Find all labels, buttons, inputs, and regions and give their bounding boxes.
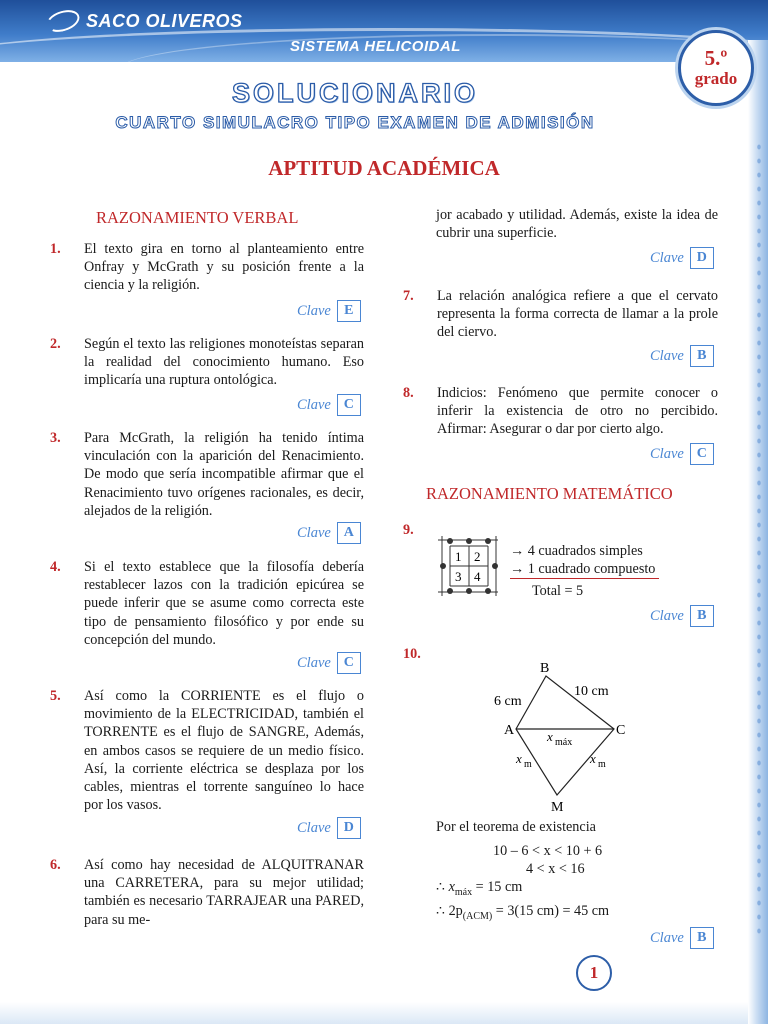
item-text: Para McGrath, la religión ha tenido íntima vinculación con la aparición del Renacimiento. De modo que sería incompatible afirmar que el Renacimiento tuvo orígenes racionales, es decir, alejados de la religión. (84, 430, 364, 519)
result-1-value: = 15 cm (472, 879, 523, 895)
clave-box: B (690, 345, 714, 367)
brand-name: SACO OLIVEROS (86, 10, 243, 31)
right-decor-strip (748, 40, 768, 1024)
vertex-a: A (504, 723, 515, 738)
item-number: 7. (403, 288, 414, 304)
vertex-m: M (551, 800, 564, 815)
result-1-var: x (448, 879, 455, 895)
result-1-prefix: ∴ (436, 879, 449, 895)
grade-number: 5.º (704, 46, 728, 70)
cell-1: 1 (455, 549, 462, 564)
clave-label: Clave (297, 654, 331, 671)
page-subtitle: CUARTO SIMULACRO TIPO EXAMEN DE ADMISIÓN (115, 113, 595, 132)
result-2-sub: (ACM) (462, 910, 493, 922)
clave-box: C (690, 443, 714, 465)
clave-box: E (337, 300, 361, 322)
vertex-b: B (540, 661, 550, 676)
item-text: Así como hay necesidad de ALQUITRANAR una CARRETERA, para su mejor utilidad; también es necesario TARRAJEAR una PARED, para su me- (84, 857, 364, 928)
section-heading-verbal: RAZONAMIENTO VERBAL (96, 208, 299, 227)
cell-4: 4 (474, 569, 481, 584)
q9-total: Total = 5 (532, 583, 584, 599)
grade-word: grado (694, 69, 738, 88)
answer-key-9 (650, 605, 714, 627)
side-cm-sub: m (598, 759, 606, 770)
item-1 (50, 240, 364, 300)
brand-logo-group (46, 8, 243, 34)
side-cm-var: x (590, 751, 596, 766)
answer-key-7 (650, 345, 714, 367)
item-number: 5. (50, 688, 61, 704)
answer-key-5 (297, 817, 361, 839)
clave-box: D (337, 817, 361, 839)
clave-box: B (690, 605, 714, 627)
cell-3: 3 (455, 569, 462, 584)
page-title: SOLUCIONARIO (231, 78, 478, 108)
item-number: 9. (403, 522, 414, 538)
item-3 (50, 429, 364, 521)
item-number: 2. (50, 336, 61, 352)
side-am-var: x (516, 751, 522, 766)
vertex-c: C (616, 723, 626, 738)
footer-band (0, 1002, 748, 1024)
answer-key-8 (650, 443, 714, 465)
item-2 (50, 335, 364, 393)
clave-box: C (337, 652, 361, 674)
result-perimeter (436, 902, 609, 926)
side-ab-label: 6 cm (494, 694, 522, 709)
item-text: La relación analógica refiere a que el cervato representa la forma correcta de llamar a la prole del ciervo. (437, 288, 718, 341)
clave-box: D (690, 247, 714, 269)
answer-key-6 (650, 247, 714, 269)
clave-label: Clave (650, 607, 684, 624)
result-1-sub: máx (454, 886, 473, 898)
item-text: El texto gira en torno al planteamiento entre Onfray y McGrath y su posición frente a la ciencia y la religión. (84, 241, 364, 294)
item-text: Indicios: Fenómeno que permite conocer o inferir la existencia de otro no percibido. Afirmar: Asegurar o dar por cierto algo. (437, 385, 718, 438)
inequality-2: 4 < x < 16 (526, 861, 585, 877)
item-7 (403, 287, 718, 345)
diagonal-var: x (547, 729, 553, 744)
side-am-sub: m (524, 759, 532, 770)
cell-2: 2 (474, 549, 481, 564)
item-text: Si el texto establece que la filosofía debería restablecer lazos con la tradición epicúrea se puede inferir que se asume como correcta este tipo de pensamiento filosófico y por ende su concepción del mundo. (84, 559, 364, 648)
page-number: 1 (576, 955, 612, 991)
item-number: 8. (403, 385, 414, 401)
clave-label: Clave (650, 249, 684, 266)
clave-box: B (690, 927, 714, 949)
item-10 (403, 645, 443, 665)
result-2-value: = 3(15 cm) = 45 cm (492, 903, 610, 919)
clave-box: A (337, 522, 361, 544)
grid-figure (436, 532, 502, 602)
quadrilateral-figure (480, 654, 650, 816)
q9-line-1: → 4 cuadrados simples (510, 543, 643, 559)
item-number: 4. (50, 559, 61, 575)
clave-label: Clave (297, 396, 331, 413)
item-6 (50, 856, 364, 930)
side-bc-label: 10 cm (574, 684, 609, 699)
brand-swirl-icon (44, 6, 83, 36)
clave-label: Clave (650, 929, 684, 946)
item-number: 1. (50, 241, 61, 257)
theorem-text: Por el teorema de existencia (436, 819, 596, 835)
clave-label: Clave (297, 302, 331, 319)
clave-label: Clave (650, 445, 684, 462)
answer-key-1 (297, 300, 361, 322)
item-number: 6. (50, 857, 61, 873)
answer-key-2 (297, 394, 361, 416)
item-text: Según el texto las religiones monoteístas separan la realidad del conocimiento humano. Eso implicaría una ruptura ontológica. (84, 336, 364, 389)
diagonal-sub: máx (555, 737, 573, 748)
item-text: Así como la CORRIENTE es el flujo o movimiento de la ELECTRICIDAD, también el TORRENTE es el flujo de SANGRE, Además, en ambos casos se requiere de un medio físico. Así, la corriente eléctrica se desplaza por los cables, mientras el torrente sanguíneo lo hace por los vasos. (84, 688, 364, 814)
item-number: 10. (403, 646, 421, 662)
clave-label: Clave (297, 524, 331, 541)
result-xmax (436, 878, 522, 902)
result-2-prefix: ∴ 2p (436, 903, 463, 919)
answer-key-4 (297, 652, 361, 674)
q9-line-2: → 1 cuadrado compuesto (510, 560, 659, 579)
section-heading-math: RAZONAMIENTO MATEMÁTICO (426, 484, 673, 503)
area-title: APTITUD ACADÉMICA (268, 156, 500, 180)
item-6-continuation: jor acabado y utilidad. Además, existe la idea de cubrir una superficie. (436, 207, 718, 242)
item-number: 3. (50, 430, 61, 446)
inequality-1: 10 – 6 < x < 10 + 6 (493, 843, 603, 859)
item-8 (403, 384, 718, 442)
item-4 (50, 558, 364, 650)
item-5 (50, 687, 364, 815)
clave-label: Clave (297, 819, 331, 836)
system-name: SISTEMA HELICOIDAL (290, 38, 461, 55)
header-band (0, 0, 768, 62)
clave-box: C (337, 394, 361, 416)
answer-key-3 (297, 522, 361, 544)
dot-pattern (754, 140, 764, 940)
clave-label: Clave (650, 347, 684, 364)
answer-key-10 (650, 927, 714, 949)
